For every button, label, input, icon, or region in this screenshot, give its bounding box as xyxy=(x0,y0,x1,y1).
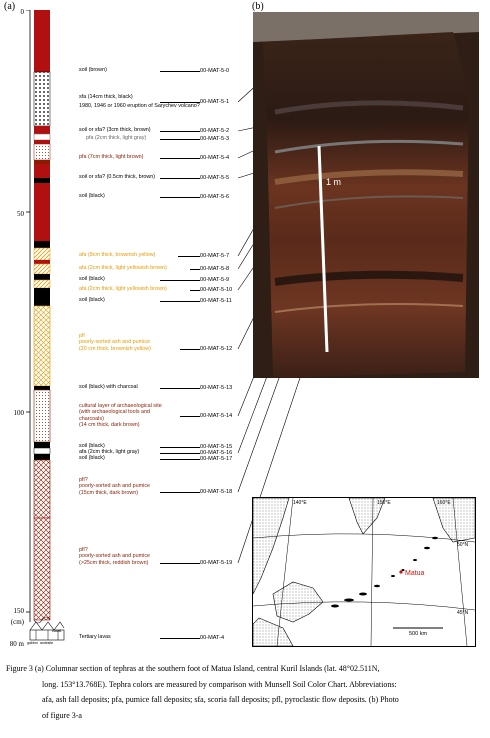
layer-desc: soil (black) with charcoal xyxy=(79,384,138,390)
sample-code: 00-MAT-5-17 xyxy=(200,456,233,462)
sample-code: 00-MAT-5-9 xyxy=(200,277,230,283)
sample-code: 00-MAT-5-19 xyxy=(200,560,233,566)
sample-code: 00-MAT-5-16 xyxy=(200,450,233,456)
figure-caption: Figure 3 (a) Columnar section of tephras at the southern foot of Matua Island, central Kuril Islands (lat. 48°02.511N, long. 153°13.768E). Tephra colors are measured by comparison with Munsell Soil Color Chart. Abbreviations: afa, ash fall deposits; pfa, pumice fall deposits; sfa, scoria fall deposits; pfl, pyroclastic flow deposits. (b) Photo of figure 3-a xyxy=(6,664,399,720)
sample-code: 00-MAT-5-13 xyxy=(200,385,233,391)
key-label-gabbro: gabbro xyxy=(27,641,38,645)
sample-code: 00-MAT-5-1 xyxy=(200,99,230,105)
sample-code: 00-MAT-5-2 xyxy=(200,128,230,134)
panel-label-b: (b) xyxy=(252,1,264,12)
layer-desc: pfl? poorly-sorted ash and pumice (>25cm thick, reddish brown) xyxy=(79,547,151,566)
sample-code: 00-MAT-5-15 xyxy=(200,444,233,450)
map-lon-label: 160°E xyxy=(437,500,451,506)
map-lat-label: 50°N xyxy=(457,542,469,548)
sample-code: 00-MAT-5-6 xyxy=(200,194,230,200)
map-scale-label: 500 km xyxy=(409,631,428,637)
map-lon-label: 140°E xyxy=(293,500,307,506)
sample-code: 00-MAT-5-8 xyxy=(200,266,230,272)
layer-desc: soil or sfa? (0.5cm thick, brown) xyxy=(79,174,156,180)
depth-tick-150: 150 xyxy=(13,607,24,615)
bottom-depth-label: 80 m xyxy=(9,640,24,648)
depth-unit: (cm) xyxy=(10,618,24,626)
layer-desc: Tertiary lavas xyxy=(79,634,111,640)
map-place-matua: Matua xyxy=(405,570,425,577)
layer-desc: pfl? poorly-sorted ash and pumice (15cm thick, dark brown) xyxy=(79,477,151,496)
layer-desc: afa (2cm thick, light yellowish brown) xyxy=(79,265,167,271)
map-lat-label: 45°N xyxy=(457,610,469,616)
depth-tick-100: 100 xyxy=(13,409,24,417)
key-label-basalt: basalt xyxy=(52,629,62,633)
layer-desc: afa (2cm thick, light yellowish brown) xyxy=(79,286,167,292)
layer-desc: pfa (7cm thick, light brown) xyxy=(79,154,144,160)
sample-code: 00-MAT-5-12 xyxy=(200,346,233,352)
sample-code: 00-MAT-5-18 xyxy=(200,489,233,495)
sample-code: 00-MAT-5-11 xyxy=(200,298,232,304)
layer-desc: soil (black) xyxy=(79,455,105,461)
sample-code: 00-MAT-5-10 xyxy=(200,287,233,293)
sample-code: 00-MAT-5-3 xyxy=(200,136,230,142)
key-label-andesite: andesite xyxy=(40,641,54,645)
depth-tick-0: 0 xyxy=(20,8,24,16)
sample-code: 00-MAT-5-7 xyxy=(200,253,230,259)
depth-tick-50: 50 xyxy=(17,210,24,218)
layer-desc: soil or sfa? (3cm thick, brown) xyxy=(79,127,151,133)
layer-desc: afa (8cm thick, brownish yellow) xyxy=(79,252,156,258)
layer-desc: cultural layer of archaeological site (with archaeological tools and charcoals) (14 cm thick, dark brown) xyxy=(79,403,162,429)
panel-label-a: (a) xyxy=(4,1,16,12)
sample-code: 00-MAT-5-5 xyxy=(200,175,230,181)
map-lon-label: 150°E xyxy=(377,500,391,506)
layer-desc: soil (black) xyxy=(79,193,105,199)
layer-desc: afa (2cm thick, light gray) xyxy=(79,449,140,455)
layer-desc: soil (black) xyxy=(79,297,105,303)
sample-code: 00-MAT-5-0 xyxy=(200,68,230,74)
excavation-photo xyxy=(253,12,479,378)
sample-code: 00-MAT-5-4 xyxy=(200,155,230,161)
layer-desc: sfa (14cm thick, black) 1980, 1946 or 1960 eruption of Sarychev volcano? xyxy=(79,94,200,110)
location-map xyxy=(252,497,476,647)
layer-desc: soil (brown) xyxy=(79,67,107,73)
sample-code: 00-MAT-4 xyxy=(200,635,225,641)
layer-desc: soil (black) xyxy=(79,276,105,282)
layer-desc: pfa (2cm thick, light gray) xyxy=(86,135,147,141)
photo-scale-label: 1 m xyxy=(326,177,342,187)
layer-desc: pfl poorly-sorted ash and pumice (20 cm thick, brownish yellow) xyxy=(79,333,151,352)
sample-code: 00-MAT-5-14 xyxy=(200,413,233,419)
layer-desc: soil (black) xyxy=(79,443,105,449)
